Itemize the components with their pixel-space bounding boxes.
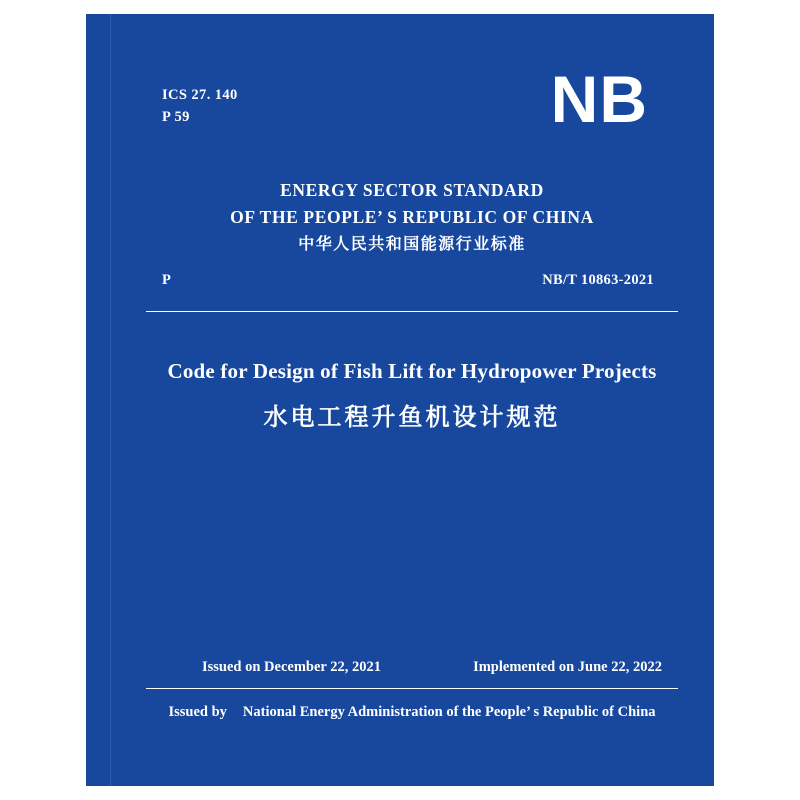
issued-by-row [110, 704, 714, 721]
issued-date: Issued on December 22, 2021 [202, 659, 381, 675]
nb-logo: NB [550, 62, 648, 136]
classification-code: P 59 [162, 109, 190, 126]
issued-by-label: Issued by [168, 704, 227, 720]
issuing-body-english-line1: ENERGY SECTOR STANDARD [280, 180, 544, 200]
issued-by-organization: National Energy Administration of the People’ s Republic of China [242, 704, 656, 720]
category-letter: P [162, 272, 171, 288]
standard-cover [86, 14, 714, 786]
cover-content [110, 14, 714, 786]
document-title-english: Code for Design of Fish Lift for Hydropower Projects [167, 359, 657, 383]
issuing-body-chinese: 中华人民共和国能源行业标准 [298, 234, 526, 253]
date-row [170, 659, 674, 679]
ics-block [162, 84, 238, 129]
implemented-date: Implemented on June 22, 2022 [473, 659, 662, 675]
standard-number: NB/T 10863-2021 [542, 272, 654, 288]
divider-top [146, 311, 678, 312]
standard-meta-row [162, 272, 678, 294]
issuing-body-english [110, 177, 714, 231]
document-title-chinese: 水电工程升鱼机设计规范 [263, 403, 561, 431]
ics-number: ICS 27. 140 [162, 87, 238, 103]
issuing-body-english-line2: OF THE PEOPLE’ S REPUBLIC OF CHINA [230, 207, 594, 228]
cover-header [162, 62, 678, 164]
cover-spine-strip [86, 14, 111, 786]
divider-bottom [146, 688, 678, 689]
